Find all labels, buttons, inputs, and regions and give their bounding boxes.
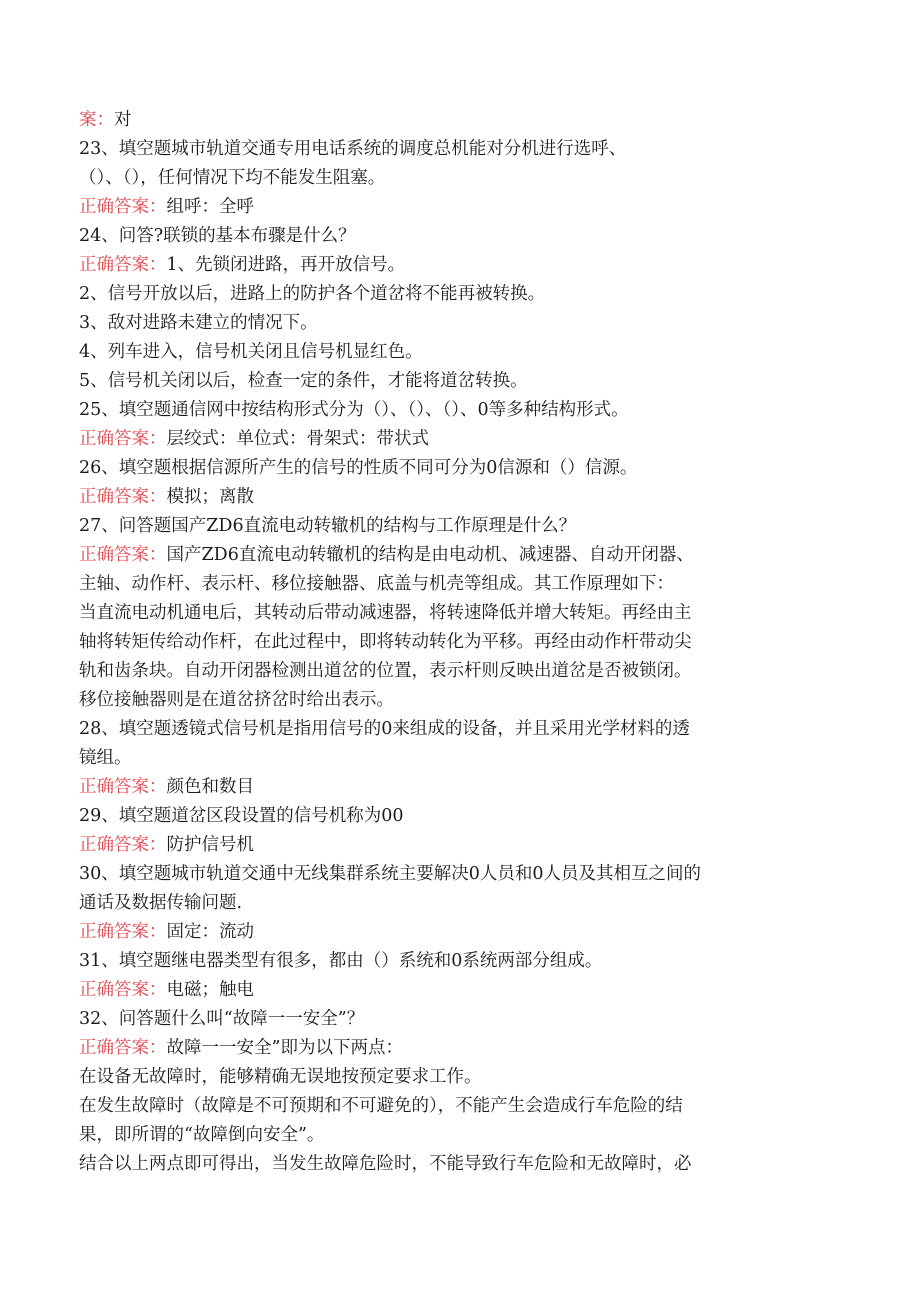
text-line [79, 947, 849, 976]
answer-label: 正确答案： [79, 1038, 167, 1058]
line-text: 轴将转矩传给动作杆，在此过程中，即将转动转化为平移。再经由动作杆带动尖 [79, 632, 692, 652]
line-text: （）、（），任何情况下均不能发生阻塞。 [79, 168, 386, 188]
line-text: 26、填空题根据信源所产生的信号的性质不同可分为0信源和（）信源。 [79, 458, 638, 478]
line-text: 防护信号机 [166, 835, 254, 855]
line-text: 31、填空题继电器类型有很多，都由（）系统和0系统两部分组成。 [79, 951, 603, 971]
text-line [79, 686, 849, 715]
line-text: 27、问答题国产ZD6直流电动转辙机的结构与工作原理是什么？ [79, 516, 577, 536]
answer-label: 正确答案： [79, 545, 167, 565]
line-text: 23、填空题城市轨道交通专用电话系统的调度总机能对分机进行选呼、 [79, 139, 627, 159]
line-text: 在设备无故障时，能够精确无误地按预定要求工作。 [79, 1067, 482, 1087]
line-text: 移位接触器则是在道岔挤岔时给出表示。 [79, 690, 394, 710]
answer-line [79, 1034, 849, 1063]
answer-label: 正确答案： [79, 980, 167, 1000]
answer-line [79, 831, 849, 860]
text-line [79, 164, 849, 193]
text-line [79, 1121, 849, 1150]
line-text: 镜组。 [79, 748, 132, 768]
line-text: 电磁；触电 [166, 980, 254, 1000]
line-text: 29、填空题道岔区段设置的信号机称为00 [79, 806, 404, 826]
answer-label: 正确答案： [79, 197, 167, 217]
line-text: 通话及数据传输问题. [79, 893, 243, 913]
answer-label: 正确答案： [79, 255, 167, 275]
line-text: 组呼：全呼 [166, 197, 254, 217]
text-line [79, 1005, 849, 1034]
answer-line [79, 773, 849, 802]
line-text: 固定：流动 [166, 922, 254, 942]
text-line [79, 744, 849, 773]
text-line [79, 280, 849, 309]
answer-line [79, 425, 849, 454]
line-text: 结合以上两点即可得出，当发生故障危险时，不能导致行车危险和无故障时，必 [79, 1154, 692, 1174]
text-line [79, 367, 849, 396]
answer-line [79, 483, 849, 512]
text-line [79, 222, 849, 251]
line-text: 层绞式：单位式：骨架式：带状式 [166, 429, 429, 449]
answer-label: 正确答案： [79, 487, 167, 507]
line-text: 主轴、动作杆、表示杆、移位接触器、底盖与机壳等组成。其工作原理如下： [79, 574, 674, 594]
text-line [79, 889, 849, 918]
line-text: 对 [114, 110, 132, 130]
answer-line [79, 251, 849, 280]
answer-label: 正确答案： [79, 429, 167, 449]
answer-label: 正确答案： [79, 777, 167, 797]
answer-line [79, 193, 849, 222]
text-line [79, 599, 849, 628]
line-text: 当直流电动机通电后，其转动后带动减速器，将转速降低并增大转矩。再经由主 [79, 603, 692, 623]
answer-line [79, 918, 849, 947]
line-text: 果，即所谓的“故障倒向安全”。 [79, 1125, 325, 1145]
answer-line [79, 106, 849, 135]
text-line [79, 396, 849, 425]
text-line [79, 570, 849, 599]
text-line [79, 338, 849, 367]
line-text: 32、问答题什么叫“故障一一安全”？ [79, 1009, 365, 1029]
line-text: 颜色和数目 [166, 777, 254, 797]
text-line [79, 657, 849, 686]
text-line [79, 135, 849, 164]
line-text: 25、填空题通信网中按结构形式分为（）、（）、（）、0等多种结构形式。 [79, 400, 629, 420]
text-line [79, 1150, 849, 1179]
document-body [79, 106, 849, 1179]
answer-label: 正确答案： [79, 835, 167, 855]
text-line [79, 1063, 849, 1092]
answer-label: 正确答案： [79, 922, 167, 942]
text-line [79, 860, 849, 889]
line-text: 5、信号机关闭以后，检查一定的条件，才能将道岔转换。 [79, 371, 528, 391]
line-text: 2、信号开放以后，进路上的防护各个道岔将不能再被转换。 [79, 284, 546, 304]
text-line [79, 628, 849, 657]
answer-line [79, 541, 849, 570]
line-text: 28、填空题透镜式信号机是指用信号的0来组成的设备，并且采用光学材料的透 [79, 719, 690, 739]
line-text: 3、敌对进路未建立的情况下。 [79, 313, 318, 333]
line-text: 24、问答?联锁的基本布骤是什么？ [79, 226, 356, 246]
text-line [79, 309, 849, 338]
answer-label: 案： [79, 110, 114, 130]
text-line [79, 715, 849, 744]
text-line [79, 454, 849, 483]
answer-line [79, 976, 849, 1005]
text-line [79, 1092, 849, 1121]
text-line [79, 802, 849, 831]
line-text: 在发生故障时（故障是不可预期和不可避免的），不能产生会造成行车危险的结 [79, 1096, 683, 1116]
line-text: 30、填空题城市轨道交通中无线集群系统主要解决0人员和0人员及其相互之间的 [79, 864, 702, 884]
line-text: 4、列车进入，信号机关闭且信号机显红色。 [79, 342, 423, 362]
line-text: 国产ZD6直流电动转辙机的结构是由电动机、减速器、自动开闭器、 [166, 545, 694, 565]
line-text: 模拟；离散 [166, 487, 254, 507]
line-text: 1、先锁闭进路，再开放信号。 [166, 255, 406, 275]
text-line [79, 512, 849, 541]
line-text: 故障一一安全”即为以下两点： [166, 1038, 403, 1058]
line-text: 轨和齿条块。自动开闭器检测出道岔的位置，表示杆则反映出道岔是否被锁闭。 [79, 661, 692, 681]
